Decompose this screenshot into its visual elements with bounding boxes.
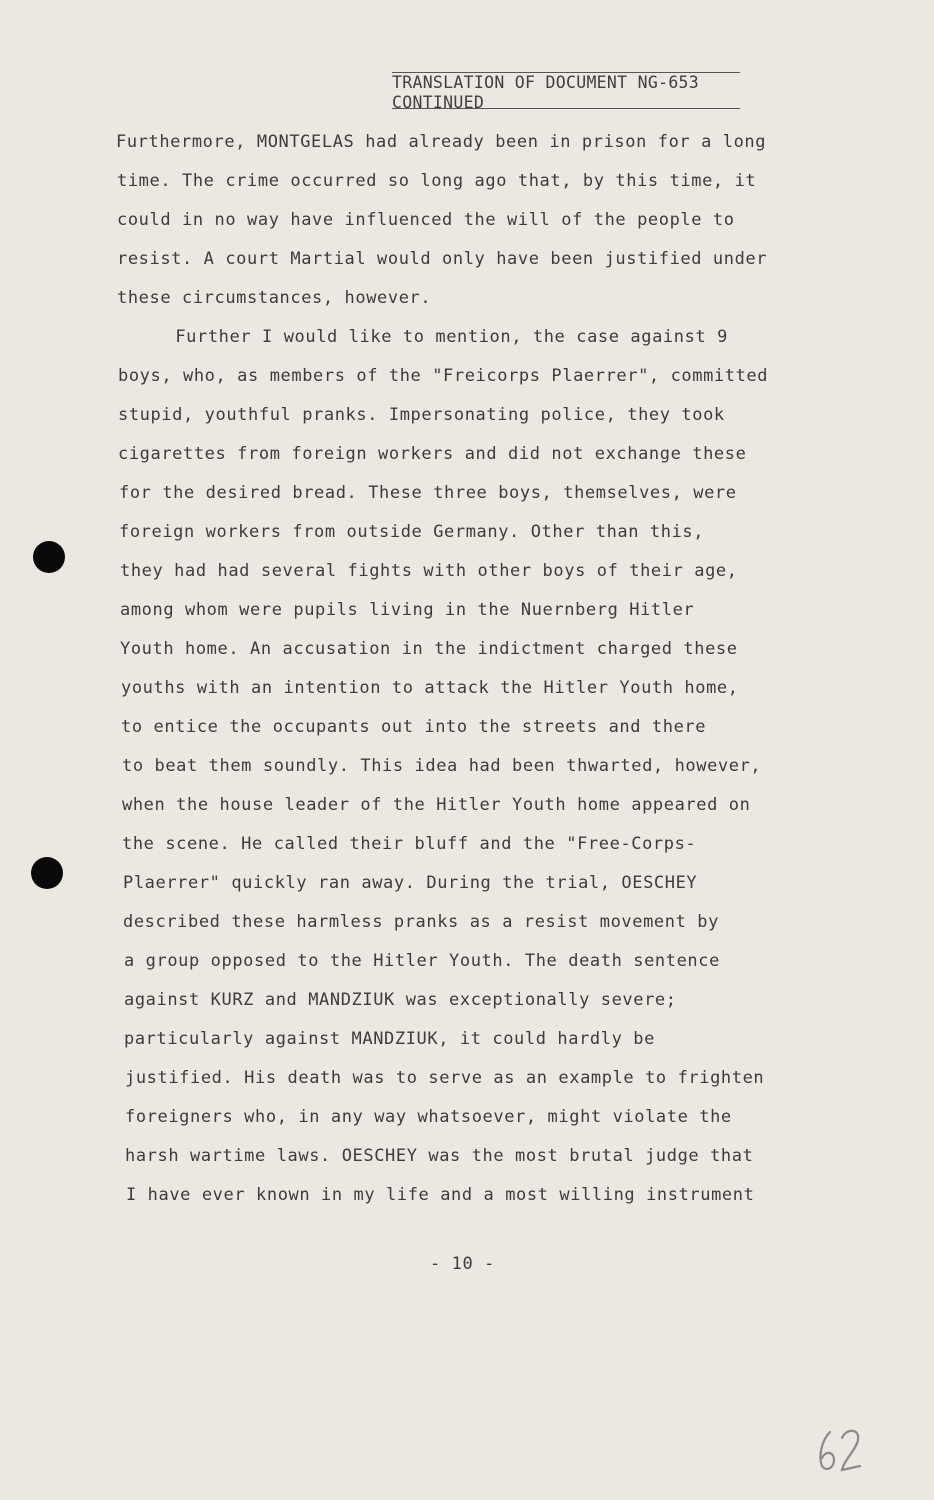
text-line: these circumstances, however. [117,288,432,308]
text-line: harsh wartime laws. OESCHEY was the most brutal judge that [125,1146,754,1166]
text-line: Furthermore, MONTGELAS had already been in prison for a long [116,132,767,152]
text-line: foreigners who, in any way whatsoever, might violate the [125,1107,732,1127]
text-line: against KURZ and MANDZIUK was exceptionally severe; [124,990,677,1010]
text-line: the scene. He called their bluff and the "Free-Corps- [122,834,697,854]
text-line: stupid, youthful pranks. Impersonating police, they took [118,405,725,425]
text-line: Further I would like to mention, the case against 9 [132,327,728,347]
text-line: time. The crime occurred so long ago that, by this time, it [117,171,757,191]
text-line: Plaerrer" quickly ran away. During the trial, OESCHEY [123,873,698,893]
punch-hole [33,541,65,573]
text-line: boys, who, as members of the "Freicorps Plaerrer", committed [118,366,769,386]
text-line: described these harmless pranks as a resist movement by [123,912,719,932]
text-line: Youth home. An accusation in the indictment charged these [120,639,738,659]
text-line: cigarettes from foreign workers and did not exchange these [118,444,747,464]
text-line: they had had several fights with other boys of their age, [120,561,738,581]
punch-hole [31,857,63,889]
text-line: to beat them soundly. This idea had been thwarted, however, [122,756,762,776]
text-line: foreign workers from outside Germany. Other than this, [119,522,705,542]
text-line: among whom were pupils living in the Nuernberg Hitler [120,600,695,620]
text-line: when the house leader of the Hitler Youth home appeared on [122,795,751,815]
header-title: TRANSLATION OF DOCUMENT NG-653 [392,72,740,93]
text-line: resist. A court Martial would only have been justified under [117,249,768,269]
text-line: particularly against MANDZIUK, it could hardly be [124,1029,655,1049]
page-number: - 10 - [430,1254,496,1274]
header-continued: CONTINUED [392,93,485,112]
handwritten-page-mark [812,1418,872,1478]
text-line: for the desired bread. These three boys, themselves, were [119,483,737,503]
text-line: could in no way have influenced the will of the people to [117,210,735,230]
text-line: to entice the occupants out into the streets and there [121,717,707,737]
text-line: youths with an intention to attack the Hitler Youth home, [121,678,739,698]
document-header [392,72,742,113]
text-line: justified. His death was to serve as an example to frighten [125,1068,765,1088]
text-line: I have ever known in my life and a most willing instrument [126,1185,755,1205]
text-line: a group opposed to the Hitler Youth. The death sentence [124,951,720,971]
